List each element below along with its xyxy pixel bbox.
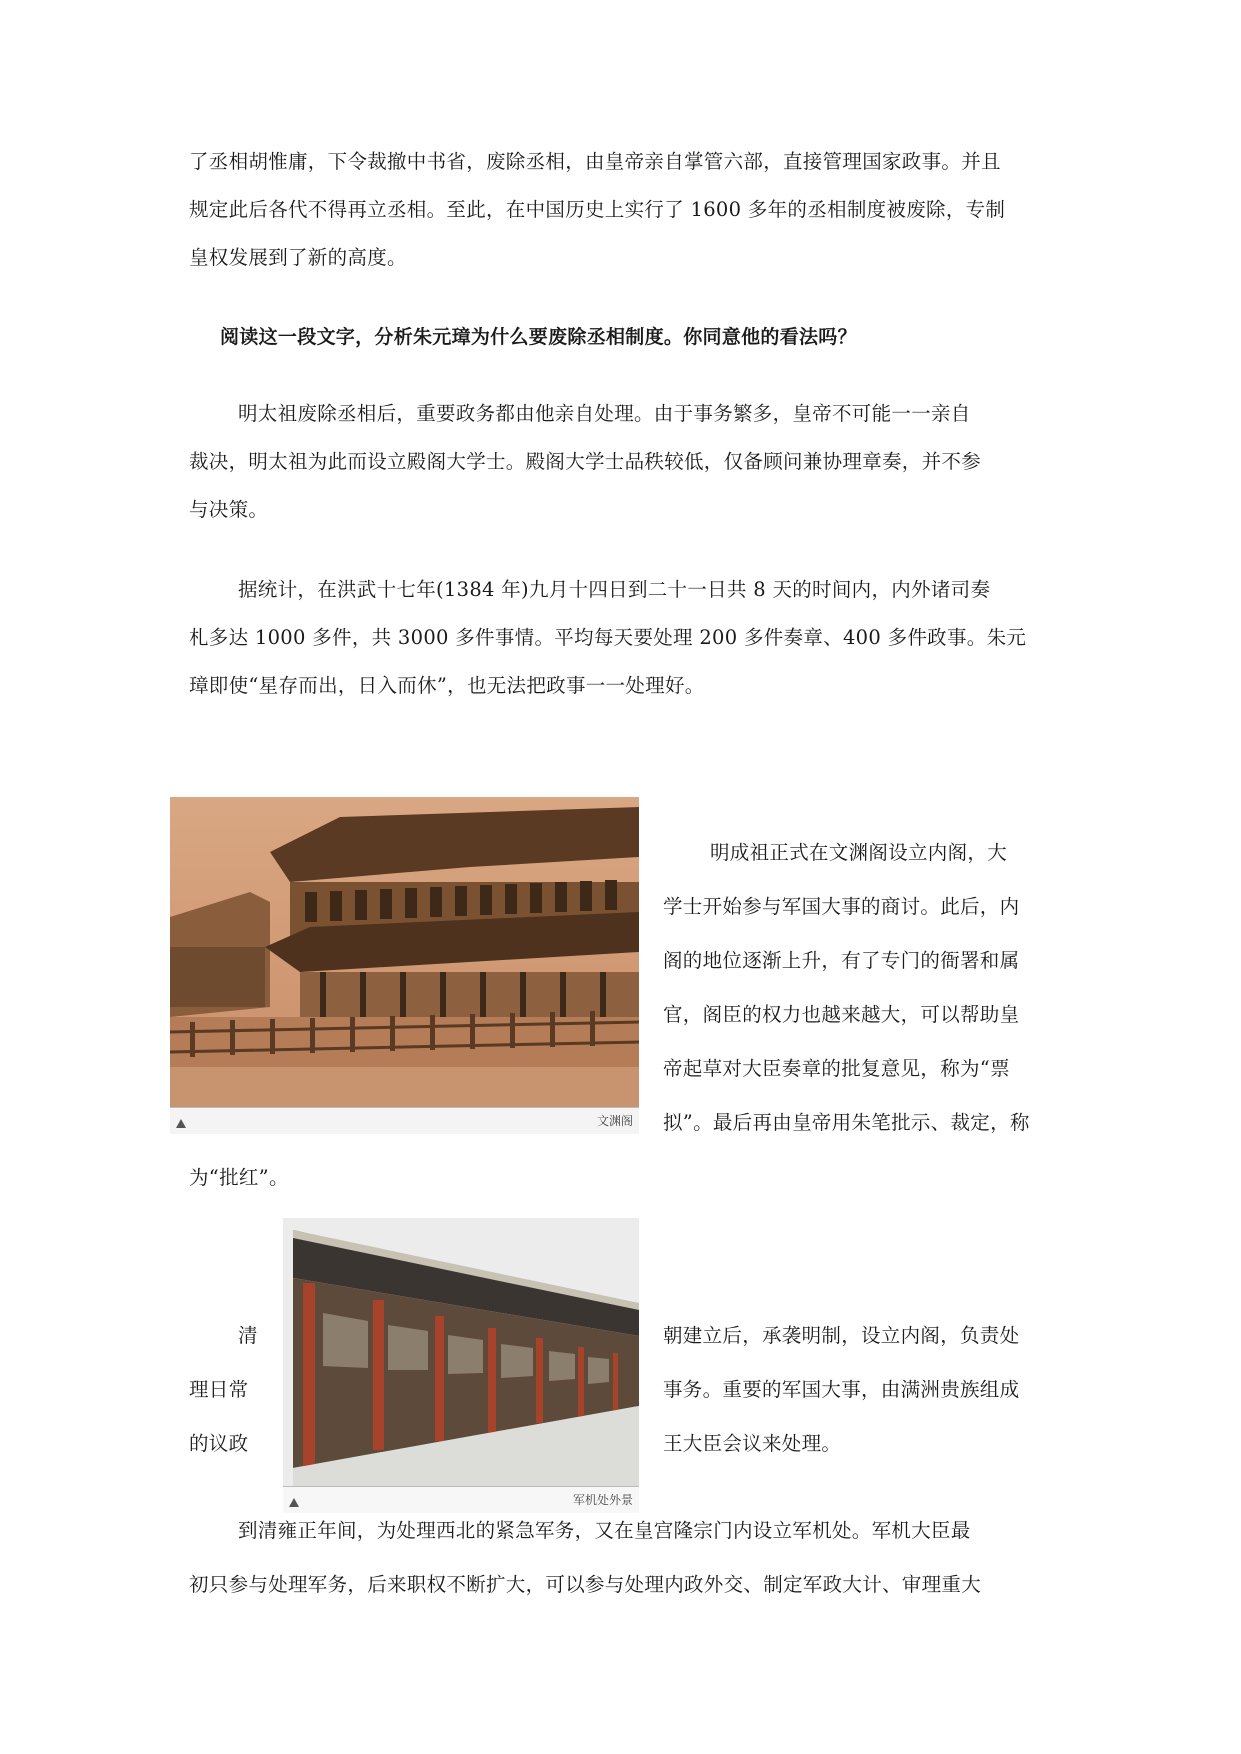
body-text-line: 学士开始参与军国大事的商讨。此后，内 (663, 895, 1020, 918)
body-text-line: 清 (238, 1324, 258, 1347)
photo-caption-bar (283, 1486, 639, 1513)
body-text-line: 皇权发展到了新的高度。 (189, 246, 407, 269)
body-text-line: 璋即使“星存而出，日入而休”，也无法把政事一一处理好。 (189, 674, 705, 697)
body-text-line: 与决策。 (189, 498, 269, 521)
body-text-line: 朝建立后，承袭明制，设立内阁，负责处 (663, 1324, 1020, 1347)
question-text: 阅读这一段文字，分析朱元璋为什么要废除丞相制度。你同意他的看法吗？ (220, 326, 857, 348)
body-text-line: 初只参与处理军务，后来职权不断扩大，可以参与处理内政外交、制定军政大计、审理重大 (189, 1573, 982, 1596)
body-text-line: 札多达 1000 多件，共 3000 多件事情。平均每天要处理 200 多件奏章、400 多件政事。朱元 (189, 626, 1027, 649)
body-text-line: 到清雍正年间，为处理西北的紧急军务，又在皇宫隆宗门内设立军机处。军机大臣最 (238, 1519, 971, 1542)
body-text-line: 规定此后各代不得再立丞相。至此，在中国历史上实行了 1600 多年的丞相制度被废除，专制 (189, 198, 1006, 221)
photo-caption: 文渊阁 (596, 1114, 633, 1128)
body-text-line: 拟”。最后再由皇帝用朱笔批示、裁定，称 (663, 1111, 1030, 1134)
body-text-line: 理日常 (189, 1378, 249, 1401)
body-text-line: 为“批红”。 (189, 1166, 289, 1189)
photo-caption: 军机处外景 (572, 1493, 633, 1507)
body-text-line: 的议政 (189, 1432, 249, 1455)
triangle-icon (176, 1119, 186, 1128)
body-text-line: 裁决，明太祖为此而设立殿阁大学士。殿阁大学士品秩较低，仅备顾问兼协理章奏，并不参 (189, 450, 982, 473)
body-text-line: 帝起草对大臣奏章的批复意见，称为“票 (663, 1057, 1010, 1080)
body-text-line: 阁的地位逐渐上升，有了专门的衙署和属 (663, 949, 1020, 972)
body-text-line: 明太祖废除丞相后，重要政务都由他亲自处理。由于事务繁多，皇帝不可能一一亲自 (238, 402, 971, 425)
photo-caption-bar (170, 1107, 639, 1134)
body-text-line: 王大臣会议来处理。 (663, 1432, 842, 1455)
wenyuange-illustration (170, 797, 639, 1108)
junjichu-illustration (283, 1218, 639, 1488)
junjichu-photo (283, 1218, 639, 1513)
body-text-line: 明成祖正式在文渊阁设立内阁，大 (710, 841, 1008, 864)
body-text-line: 据统计，在洪武十七年(1384 年)九月十四日到二十一日共 8 天的时间内，内外诸司奏 (238, 578, 991, 601)
body-text-line: 了丞相胡惟庸，下令裁撤中书省，废除丞相，由皇帝亲自掌管六部，直接管理国家政事。并且 (189, 150, 1001, 173)
body-text-line: 事务。重要的军国大事，由满洲贵族组成 (663, 1378, 1020, 1401)
wenyuange-photo (170, 797, 639, 1134)
triangle-icon (289, 1498, 299, 1507)
body-text-line: 官，阁臣的权力也越来越大，可以帮助皇 (663, 1003, 1020, 1026)
